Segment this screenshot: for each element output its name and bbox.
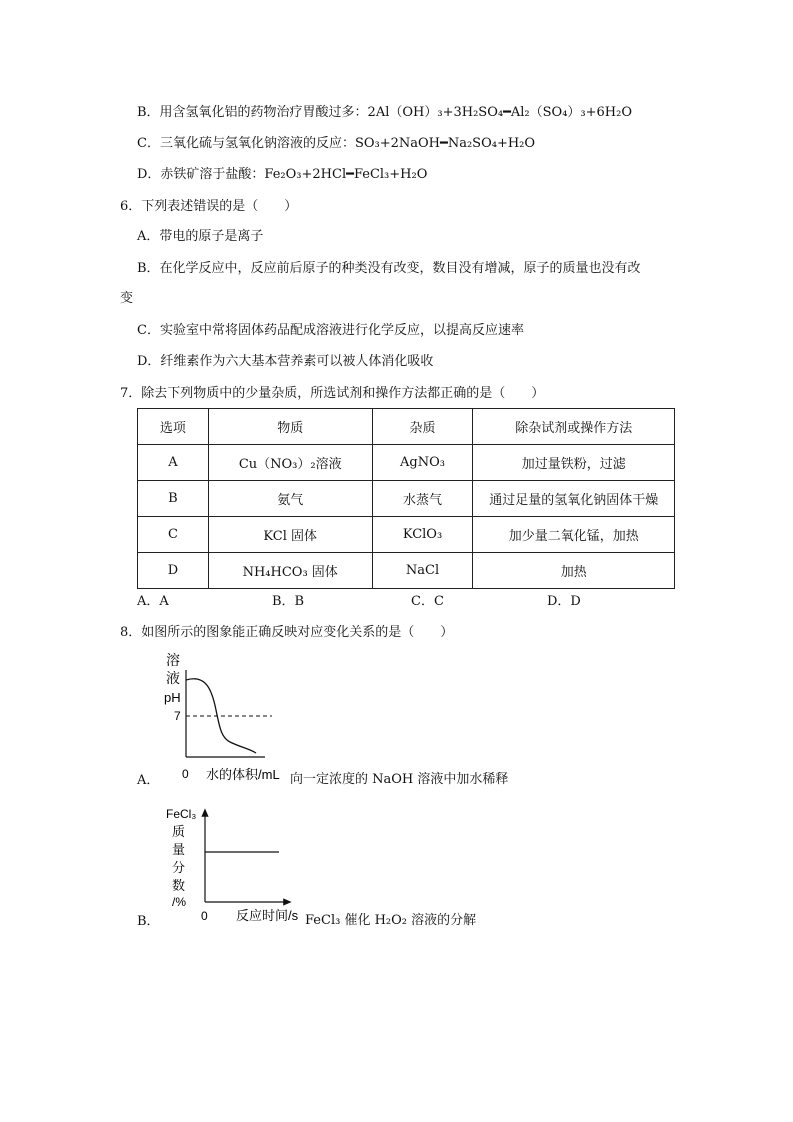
table-cell: C <box>138 517 209 553</box>
table-cell: 通过足量的氢氧化钠固体干燥 <box>473 481 675 517</box>
table-header: 杂质 <box>372 409 473 445</box>
graph-b <box>150 800 310 930</box>
table-cell: 加热 <box>473 553 675 589</box>
table-row <box>138 445 675 481</box>
question-7: 7．除去下列物质中的少量杂质，所选试剂和操作方法都正确的是（ ） <box>120 386 545 401</box>
y-label-1: 溶 <box>166 652 180 668</box>
y-label-4: 分 <box>172 860 186 875</box>
q5-option-b: B．用含氢氧化铝的药物治疗胃酸过多：2Al（OH）₃+3H₂SO₄━Al₂（SO₄）₃+6H₂O <box>137 105 633 120</box>
x-axis-label: 反应时间/s <box>236 908 299 923</box>
table-cell: B <box>138 481 209 517</box>
question-8: 8．如图所示的图象能正确反映对应变化关系的是（ ） <box>120 625 454 640</box>
graph-a-caption: 向一定浓度的 NaOH 溶液中加水稀释 <box>290 772 509 787</box>
q6-option-b-continued: 变 <box>120 291 134 306</box>
q7-answer-b: B．B <box>272 594 305 609</box>
table-header: 除杂试剂或操作方法 <box>473 409 675 445</box>
q7-answer-a: A．A <box>137 594 169 609</box>
y-label-3: 量 <box>172 842 186 857</box>
table-row <box>138 553 675 589</box>
table-cell: 水蒸气 <box>372 481 473 517</box>
graph-a-option-label: A． <box>137 773 160 788</box>
q5-option-c: C．三氧化硫与氢氧化钠溶液的反应：SO₃+2NaOH━Na₂SO₄+H₂O <box>137 136 536 151</box>
table-cell: KClO₃ <box>372 517 473 553</box>
table-cell: NH₄HCO₃ 固体 <box>208 553 372 589</box>
table-cell: A <box>138 445 209 481</box>
q6-option-a: A．带电的原子是离子 <box>137 229 264 244</box>
y-label-5: 数 <box>172 878 186 893</box>
table-cell: 氨气 <box>208 481 372 517</box>
q6-option-c: C．实验室中常将固体药品配成溶液进行化学反应，以提高反应速率 <box>137 323 524 338</box>
question-6: 6．下列表述错误的是（ ） <box>120 199 298 214</box>
table-cell: D <box>138 553 209 589</box>
y-label-1: FeCl₃ <box>166 807 197 821</box>
impurity-table <box>137 408 675 589</box>
q7-answer-d: D．D <box>547 594 581 609</box>
y-label-2: 质 <box>172 824 186 839</box>
table-cell: AgNO₃ <box>372 445 473 481</box>
table-cell: 加少量二氧化锰，加热 <box>473 517 675 553</box>
y-mark-7: 7 <box>174 709 181 723</box>
q6-option-d: D．纤维素作为六大基本营养素可以被人体消化吸收 <box>137 354 434 369</box>
table-header: 物质 <box>208 409 372 445</box>
table-header-row <box>138 409 675 445</box>
table-cell: KCl 固体 <box>208 517 372 553</box>
x-axis-label: 水的体积/mL <box>206 767 280 782</box>
graph-a <box>150 650 310 786</box>
table-cell: 加过量铁粉，过滤 <box>473 445 675 481</box>
q5-option-d: D．赤铁矿溶于盐酸：Fe₂O₃+2HCl━FeCl₃+H₂O <box>137 167 428 182</box>
origin-label: 0 <box>182 767 189 781</box>
q6-option-b: B．在化学反应中，反应前后原子的种类没有改变，数目没有增减，原子的质量也没有改 <box>137 261 641 276</box>
y-label-3: pH <box>164 690 181 705</box>
table-row <box>138 517 675 553</box>
table-cell: NaCl <box>372 553 473 589</box>
y-label-2: 液 <box>166 670 180 686</box>
table-cell: Cu（NO₃）₂溶液 <box>208 445 372 481</box>
graph-b-option-label: B． <box>137 914 160 929</box>
origin-label: 0 <box>201 909 208 923</box>
y-label-6: /% <box>172 895 187 909</box>
table-header: 选项 <box>138 409 209 445</box>
graph-b-caption: FeCl₃ 催化 H₂O₂ 溶液的分解 <box>305 913 477 928</box>
q7-answer-c: C．C <box>411 594 444 609</box>
table-row <box>138 481 675 517</box>
